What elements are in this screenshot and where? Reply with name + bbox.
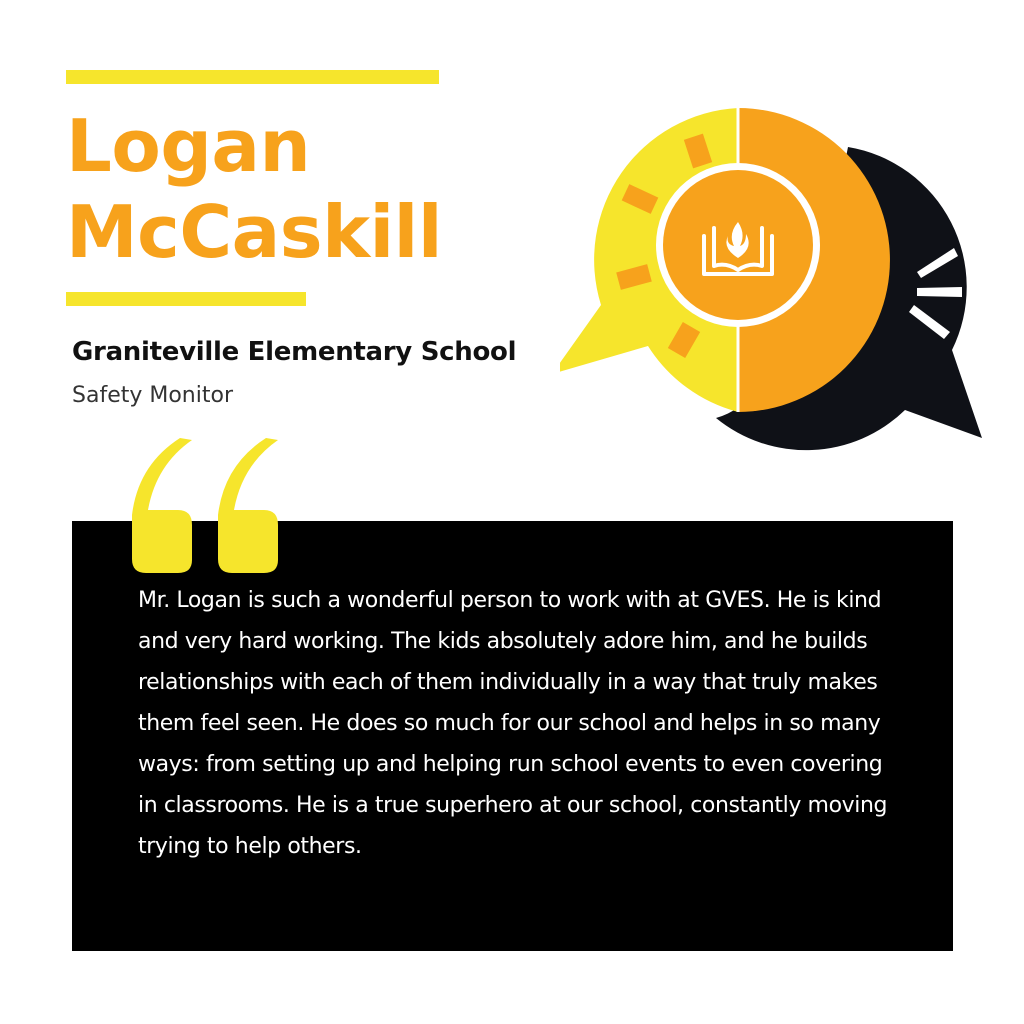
job-title: Safety Monitor: [72, 383, 233, 408]
name-last-line: McCaskill: [66, 190, 443, 274]
school-name: Graniteville Elementary School: [72, 337, 517, 367]
bottom-accent-bar: [66, 292, 306, 306]
testimonial-text: Mr. Logan is such a wonderful person to work with at GVES. He is kind and very hard working. The kids absolutely adore him, and he builds relationships with each of them individually in a way that truly makes them feel seen. He does so much for our school and helps in so many ways: from setting up and helping run school events to even covering in classrooms. He is a true superhero at our school, constantly moving trying to help others.: [138, 588, 888, 859]
speech-bubble-emblem: [560, 100, 1000, 460]
sun-speech-bubble-icon: [560, 108, 890, 412]
top-accent-bar: [66, 70, 439, 84]
name-first-line: Logan: [66, 104, 311, 188]
open-quote-icon: [130, 435, 290, 575]
